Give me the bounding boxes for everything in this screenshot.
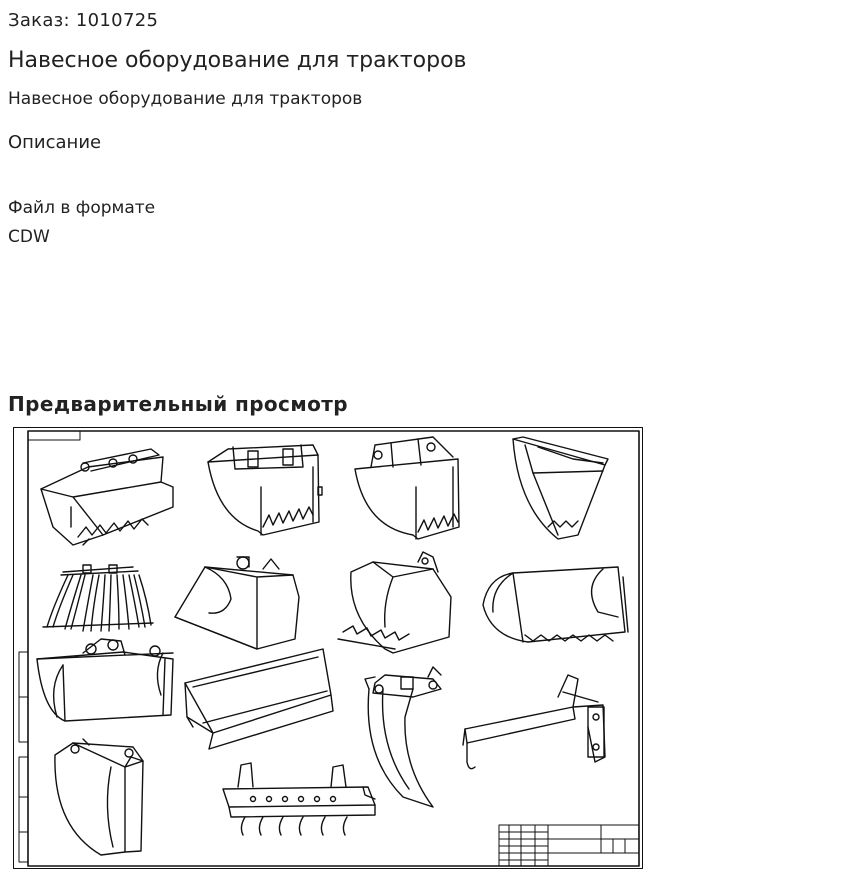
preview-image[interactable] [13, 427, 643, 870]
file-format-text: Файл в формате CDW [8, 198, 156, 247]
drawing-sheet-icon [13, 427, 643, 870]
page-subtitle: Навесное оборудование для тракторов [8, 89, 363, 109]
order-number: Заказ: 1010725 [8, 10, 159, 31]
description-heading: Описание [8, 132, 102, 153]
page-title: Навесное оборудование для тракторов [8, 48, 467, 73]
preview-heading: Предварительный просмотр [8, 392, 348, 416]
